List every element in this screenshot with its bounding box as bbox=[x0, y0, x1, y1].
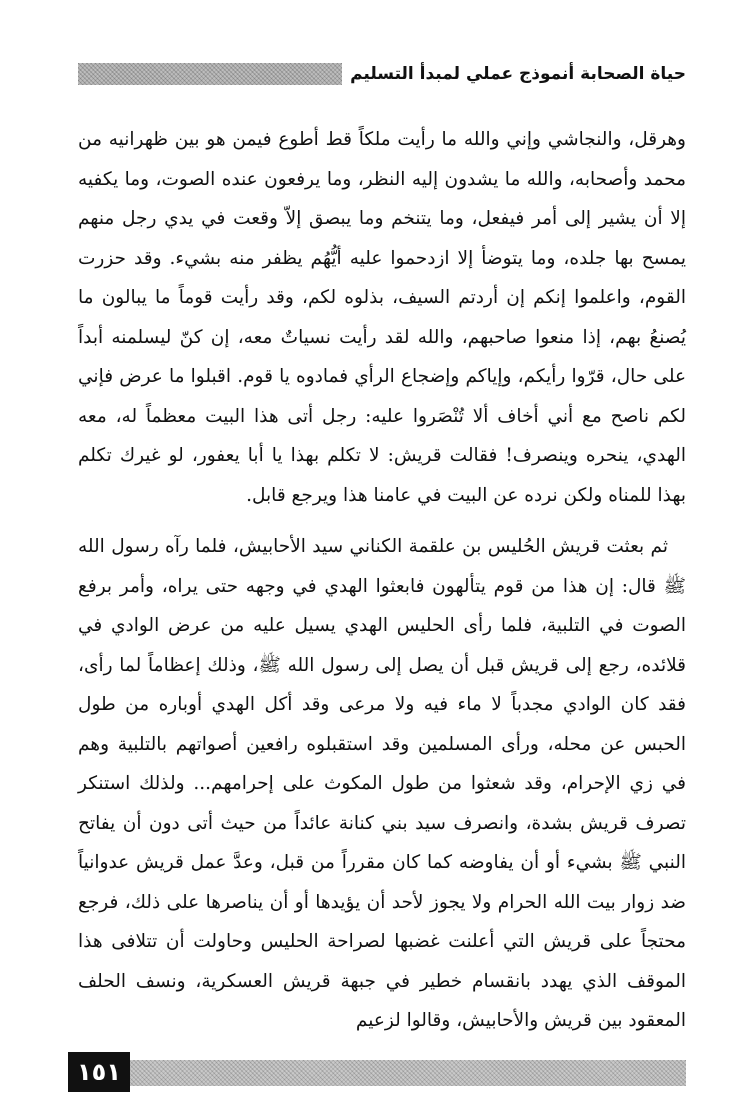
paragraph-2: ثم بعثت قريش الحُليس بن علقمة الكناني سيد الأحابيش، فلما رآه رسول الله ﷺ قال: إن هذا من قوم يتألهون فابعثوا الهدي في وجهه حتى يراه، وأمر برفع الصوت في التلبية، فلما رأى الحليس الهدي يسيل عليه من عرض الوادي في قلائده، رجع إلى قريش قبل أن يصل إلى رسول الله ﷺ، وذلك إعظاماً لما رأى، فقد كان الوادي مجدباً لا ماء فيه ولا مرعى وقد أكل الهدي أوباره من طول الحبس عن محله، ورأى المسلمين وقد استقبلوه رافعين أصواتهم بالتلبية وهم في زي الإحرام، وقد شعثوا من طول المكوث على إحرامهم... ولذلك استنكر تصرف قريش بشدة، وانصرف سيد بني كنانة عائداً من حيث أتى دون أن يفاتح النبي ﷺ بشيء أو أن يفاوضه كما كان مقرراً من قبل، وعدَّ عمل قريش عدوانياً ضد زوار بيت الله الحرام ولا يجوز لأحد أن يؤيدها أو أن يناصرها على ذلك، فرجع محتجاً على قريش التي أعلنت غضبها لصراحة الحليس وحاولت أن تتلافى هذا الموقف الذي يهدد بانقسام خطير في جبهة قريش العسكرية، ونسف الحلف المعقود بين قريش والأحابيش، وقالوا لزعيم bbox=[78, 536, 686, 1031]
page-number: ١٥١ bbox=[68, 1052, 130, 1092]
header-decorative-bar bbox=[78, 63, 342, 85]
body-text bbox=[78, 120, 686, 1041]
running-header bbox=[78, 54, 686, 94]
running-header-title: حياة الصحابة أنموذج عملي لمبدأ التسليم bbox=[350, 64, 686, 84]
footer-decorative-bar bbox=[78, 1060, 686, 1086]
paragraph-1: وهرقل، والنجاشي وإني والله ما رأيت ملكاً قط أطوع فيمن هو بين ظهرانيه من محمد وأصحابه، والله ما يشدون إليه النظر، وما يرفعون عنده الصوت، وما يكفيه إلا أن يشير إلى أمر فيفعل، وما يتنخم وما يبصق إلاّ وقعت في يدي رجل منهم يمسح بها جلده، وما يتوضأ إلا ازدحموا عليه أيُّهُم يظفر منه بشيء. وقد حزرت القوم، واعلموا إنكم إن أردتم السيف، بذلوه لكم، وقد رأيت قوماً ما يبالون ما يُصنعُ بهم، إذا منعوا صاحبهم، والله لقد رأيت نسياتٌ معه، إن كنّ ليسلمنه أبداً على حال، قرّوا رأيكم، وإياكم وإضجاع الرأي فمادوه يا قوم. اقبلوا ما عرض فإني لكم ناصح مع أني أخاف ألا تُنْصَروا عليه: رجل أتى هذا البيت معظماً له، معه الهدي، ينحره وينصرف! فقالت قريش: لا تكلم بهذا يا أبا يعفور، لو غيرك تكلم بهذا للمناه ولكن نرده عن البيت في عامنا هذا ويرجع قابل. bbox=[78, 129, 686, 506]
